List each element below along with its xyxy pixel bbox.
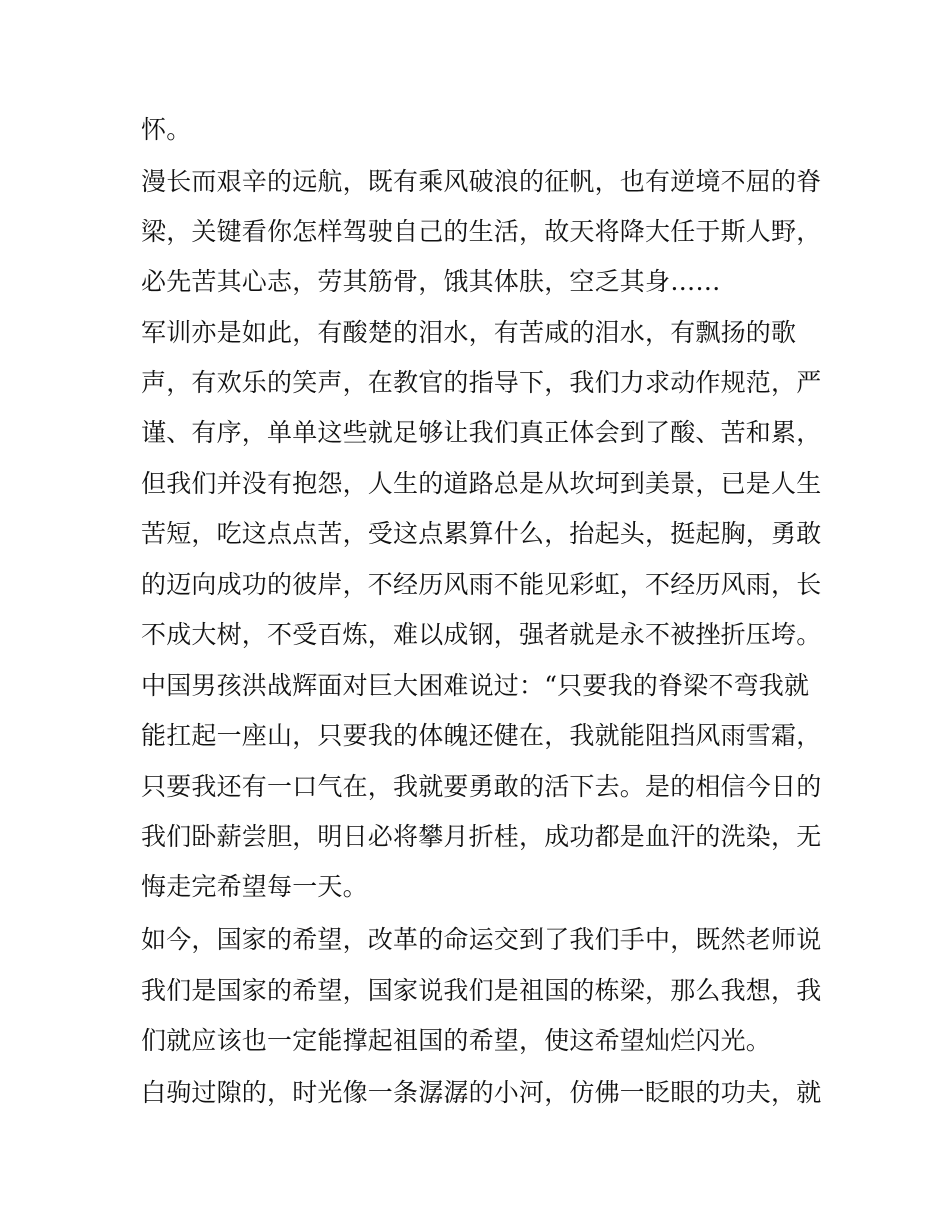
- text-line: 必先苦其心志，劳其筋骨，饿其体肤，空乏其身……: [141, 267, 721, 296]
- text-line: 们就应该也一定能撑起祖国的希望，使这希望灿烂闪光。: [141, 1026, 772, 1055]
- text-line: 只要我还有一口气在，我就要勇敢的活下去。是的相信今日的: [141, 772, 822, 801]
- text-line: 但我们并没有抱怨，人生的道路总是从坎坷到美景，已是人生: [141, 469, 822, 498]
- text-line: 漫长而艰辛的远航，既有乘风破浪的征帆，也有逆境不屈的脊: [141, 167, 822, 196]
- text-line: 军训亦是如此，有酸楚的泪水，有苦咸的泪水，有飘扬的歌: [141, 318, 797, 347]
- text-line: 苦短，吃这点点苦，受这点累算什么，抬起头，挺起胸，勇敢: [141, 519, 822, 548]
- text-line: 怀。: [141, 115, 192, 144]
- text-line: 能扛起一座山，只要我的体魄还健在，我就能阻挡风雨雪霜，: [141, 721, 822, 750]
- text-line: 不成大树，不受百炼，难以成钢，强者就是永不被挫折压垮。: [141, 620, 822, 649]
- text-line: 谨、有序，单单这些就足够让我们真正体会到了酸、苦和累，: [141, 418, 822, 447]
- text-line: 的迈向成功的彼岸，不经历风雨不能见彩虹，不经历风雨，长: [141, 570, 822, 599]
- text-line: 如今，国家的希望，改革的命运交到了我们手中，既然老师说: [141, 925, 822, 954]
- text-line: 我们卧薪尝胆，明日必将攀月折桂，成功都是血汗的洗染，无: [141, 822, 822, 851]
- text-line: 声，有欢乐的笑声，在教官的指导下，我们力求动作规范，严: [141, 368, 822, 397]
- text-line: 白驹过隙的，时光像一条潺潺的小河，仿佛一眨眼的功夫，就: [141, 1078, 822, 1107]
- text-line: 悔走完希望每一天。: [141, 872, 368, 901]
- text-line: 我们是国家的希望，国家说我们是祖国的栋梁，那么我想，我: [141, 976, 822, 1005]
- text-line: 梁，关键看你怎样驾驶自己的生活，故天将降大任于斯人野，: [141, 217, 822, 246]
- text-line: 中国男孩洪战辉面对巨大困难说过：“只要我的脊梁不弯我就: [141, 671, 810, 700]
